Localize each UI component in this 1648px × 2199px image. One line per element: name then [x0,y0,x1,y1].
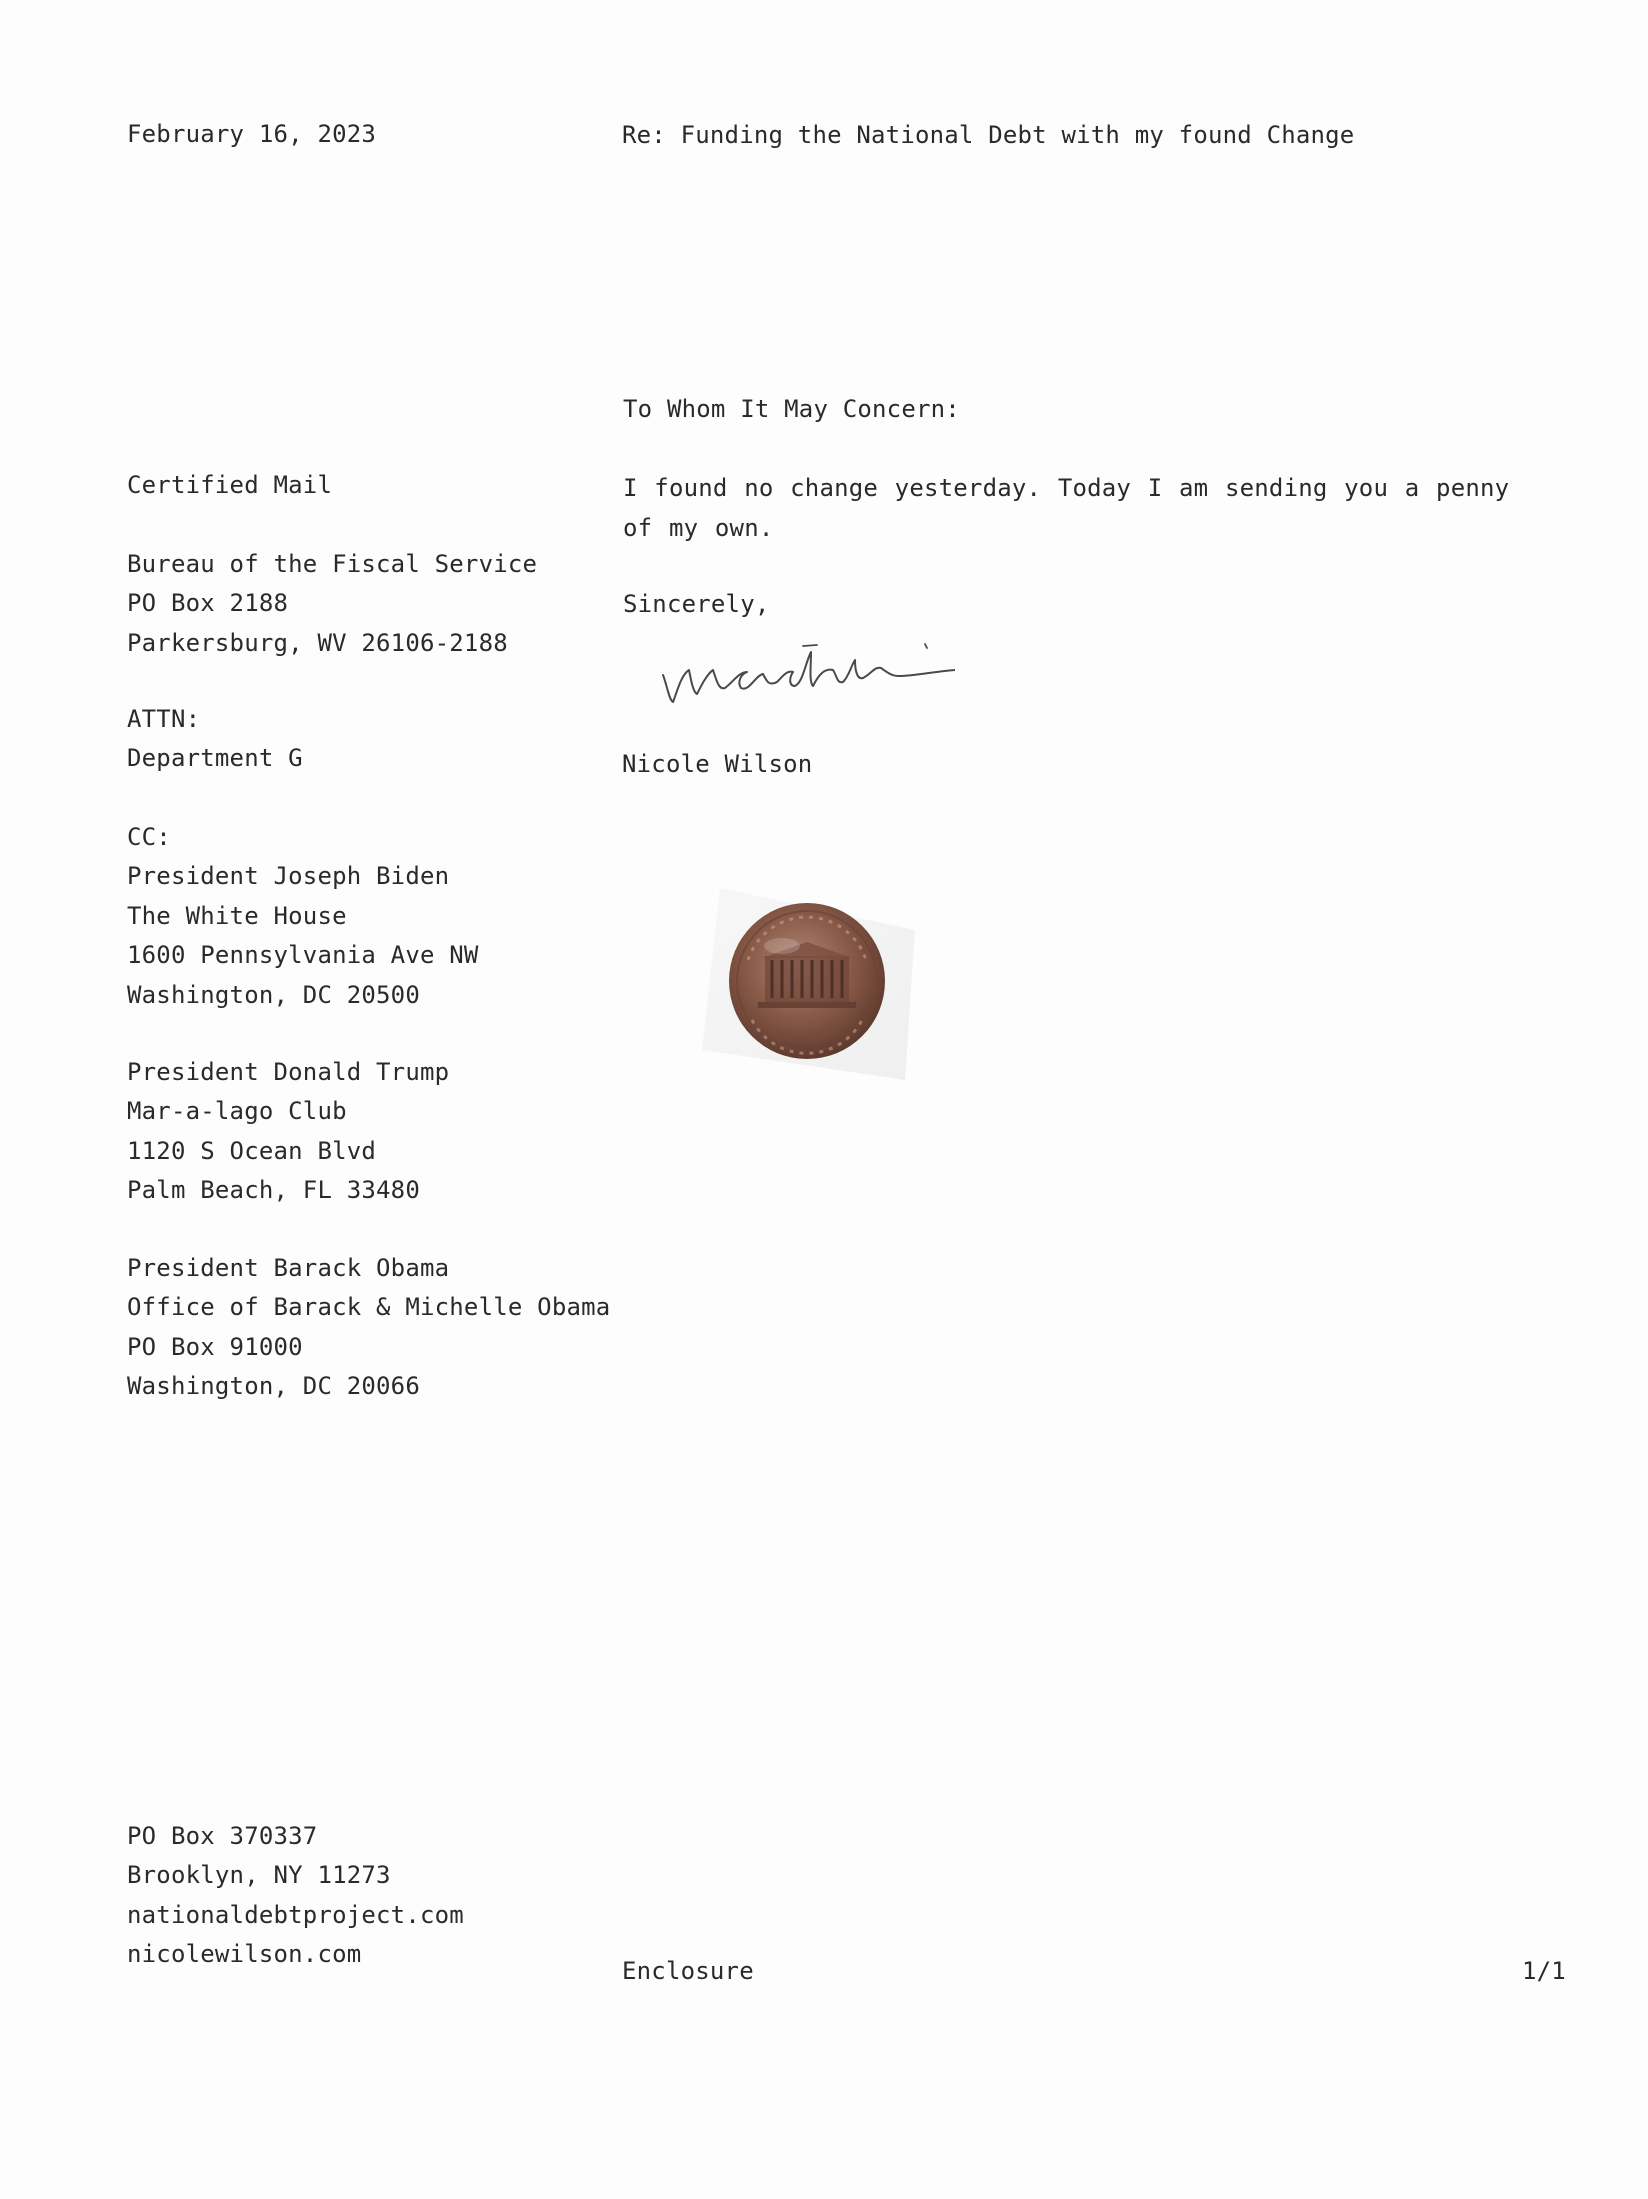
letter-date: February 16, 2023 [127,120,377,148]
penny-image [700,880,920,1090]
cc-line: Mar-a-lago Club [127,1097,347,1126]
cc-line: President Joseph Biden [127,862,450,891]
cc-line: The White House [127,901,347,930]
salutation: To Whom It May Concern: [623,395,960,423]
signer-name: Nicole Wilson [622,750,813,778]
letter-subject: Re: Funding the National Debt with my found Change [622,121,1355,149]
recipient-line: PO Box 2188 [127,589,289,618]
cc-line: Palm Beach, FL 33480 [127,1176,420,1205]
page-number: 1/1 [1522,1957,1566,1985]
cc-line: President Barack Obama [127,1254,450,1282]
attn-block [127,700,303,779]
sender-website: nicolewilson.com [127,1940,362,1969]
recipient-address [127,545,537,663]
closing: Sincerely, [623,590,770,618]
sender-line: PO Box 370337 [127,1822,318,1850]
cc-recipient-obama [127,1249,610,1407]
delivery-method: Certified Mail [127,471,333,499]
cc-recipient-trump [127,1053,449,1211]
attn-department: Department G [127,744,303,773]
cc-line: 1600 Pennsylvania Ave NW [127,941,479,970]
cc-block [127,818,479,1015]
cc-line: Washington, DC 20500 [127,980,420,1009]
cc-line: President Donald Trump [127,1058,450,1086]
recipient-line: Bureau of the Fiscal Service [127,550,538,578]
cc-line: PO Box 91000 [127,1332,303,1361]
handwritten-signature [655,630,955,710]
cc-line: Office of Barack & Michelle Obama [127,1293,611,1322]
body-paragraph: I found no change yesterday. Today I am sending you a penny of my own. [623,474,1510,542]
attn-label: ATTN: [127,705,201,733]
sender-website: nationaldebtproject.com [127,1900,464,1929]
cc-label: CC: [127,823,171,851]
enclosure-label: Enclosure [622,1957,754,1985]
cc-line: 1120 S Ocean Blvd [127,1136,377,1165]
sender-address [127,1817,464,1975]
recipient-line: Parkersburg, WV 26106-2188 [127,628,508,657]
sender-line: Brooklyn, NY 11273 [127,1861,391,1890]
cc-line: Washington, DC 20066 [127,1372,420,1401]
